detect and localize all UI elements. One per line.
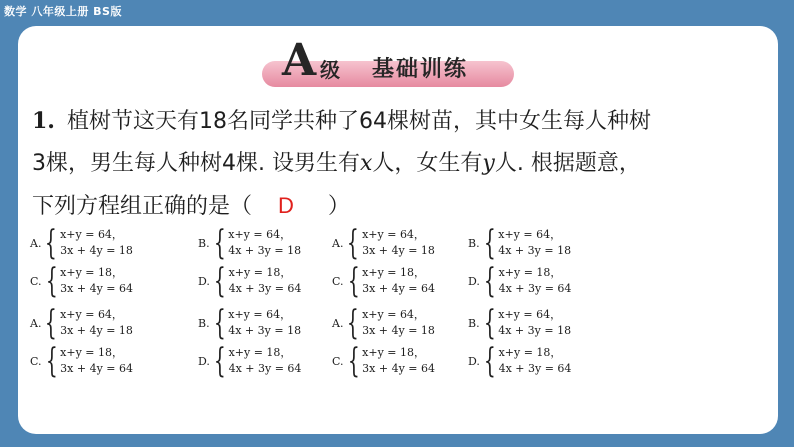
option-label: D. [198,274,210,288]
option-label: A. [30,316,42,330]
option-equation-2: 4x + 3y = 18 [228,324,302,337]
option-equation-2: 4x + 3y = 18 [228,244,302,257]
option-equation-2: 3x + 4y = 18 [60,324,133,337]
brace-icon: { [213,261,226,301]
brace-icon: { [483,341,496,381]
option-equation-1: x+y = 64， [362,308,425,321]
option-equation-1: x+y = 18， [228,346,292,359]
option-label: C. [30,274,42,288]
option-label: B. [198,236,210,250]
option-equation-2: 3x + 4y = 64 [362,282,436,295]
option-label: D. [198,354,210,368]
option-label: A. [332,316,344,330]
option-item [332,224,435,262]
banner-level-letter: A [282,35,317,86]
brace-icon: { [347,303,360,343]
option-equation-2: 3x + 4y = 64 [60,282,134,295]
variable-y: y [482,151,495,176]
option-item [198,224,301,262]
option-equation-1: x+y = 18， [362,346,426,359]
question-line-3-text: 下列方程组正确的是（ [32,194,253,219]
brace-icon: { [45,261,58,301]
option-item [30,262,133,300]
banner-title: 基础训练 [372,57,469,82]
option-item [468,262,571,300]
option-equation-1: x+y = 64， [228,308,292,321]
question-text [32,100,762,228]
option-equation-1: x+y = 64， [60,308,123,321]
option-label: A. [332,236,344,250]
option-item [30,342,133,380]
question-line-2c: 人. 根据题意， [494,151,641,176]
option-equation-1: x+y = 18， [362,266,426,279]
option-item [332,304,435,342]
option-label: B. [468,236,480,250]
question-line-2a: 3棵，男生每人种树4棵. 设男生有 [32,151,360,176]
brace-icon: { [483,223,496,263]
textbook-label: 数学 八年级上册 BS版 [4,5,122,18]
option-equation-1: x+y = 64， [498,308,562,321]
option-item [468,224,571,262]
option-equation-1: x+y = 64， [228,228,292,241]
option-label: C. [332,354,344,368]
level-banner [262,37,514,87]
option-equation-1: x+y = 18， [498,266,562,279]
brace-icon: { [213,223,226,263]
question-line-2 [32,143,762,185]
option-equation-2: 3x + 4y = 18 [362,324,435,337]
option-item [468,342,571,380]
option-label: D. [468,274,480,288]
option-label: C. [30,354,42,368]
option-item [468,304,571,342]
answer-mark: D [278,193,294,218]
option-equation-1: x+y = 18， [228,266,292,279]
option-equation-1: x+y = 64， [60,228,123,241]
option-equation-2: 3x + 4y = 18 [362,244,435,257]
option-equation-2: 3x + 4y = 18 [60,244,133,257]
option-equation-1: x+y = 18， [498,346,562,359]
banner-level-suffix: 级 [320,58,340,82]
option-item [332,262,435,300]
question-line-2b: 人，女生有 [372,151,483,176]
brace-icon: { [483,261,496,301]
brace-icon: { [45,341,58,381]
question-line-3 [32,185,762,228]
option-equation-2: 3x + 4y = 64 [60,362,134,375]
brace-icon: { [483,303,496,343]
question-number: 1. [32,108,55,134]
option-equation-1: x+y = 18， [60,266,124,279]
option-equation-2: 3x + 4y = 64 [362,362,436,375]
brace-icon: { [45,223,58,263]
brace-icon: { [45,303,58,343]
option-equation-2: 4x + 3y = 64 [498,282,572,295]
option-item [198,304,301,342]
brace-icon: { [347,261,360,301]
brace-icon: { [213,341,226,381]
brace-icon: { [347,341,360,381]
option-item [332,342,435,380]
option-item [198,342,301,380]
option-equation-1: x+y = 64， [362,228,425,241]
option-equation-2: 4x + 3y = 64 [228,282,302,295]
option-equation-2: 4x + 3y = 64 [498,362,572,375]
option-label: D. [468,354,480,368]
option-item [198,262,301,300]
brace-icon: { [213,303,226,343]
question-line-3-end: ） [327,194,350,219]
option-equation-1: x+y = 18， [60,346,124,359]
option-equation-1: x+y = 64， [498,228,562,241]
option-equation-2: 4x + 3y = 18 [498,324,572,337]
option-equation-2: 4x + 3y = 64 [228,362,302,375]
option-label: C. [332,274,344,288]
variable-x: x [359,151,373,176]
question-line-1 [32,100,762,143]
option-item [30,304,133,342]
option-label: A. [30,236,42,250]
option-label: B. [198,316,210,330]
brace-icon: { [347,223,360,263]
option-item [30,224,133,262]
option-equation-2: 4x + 3y = 18 [498,244,572,257]
option-label: B. [468,316,480,330]
question-line-1-text: 植树节这天有18名同学共种了64棵树苗，其中女生每人种树 [66,109,651,134]
